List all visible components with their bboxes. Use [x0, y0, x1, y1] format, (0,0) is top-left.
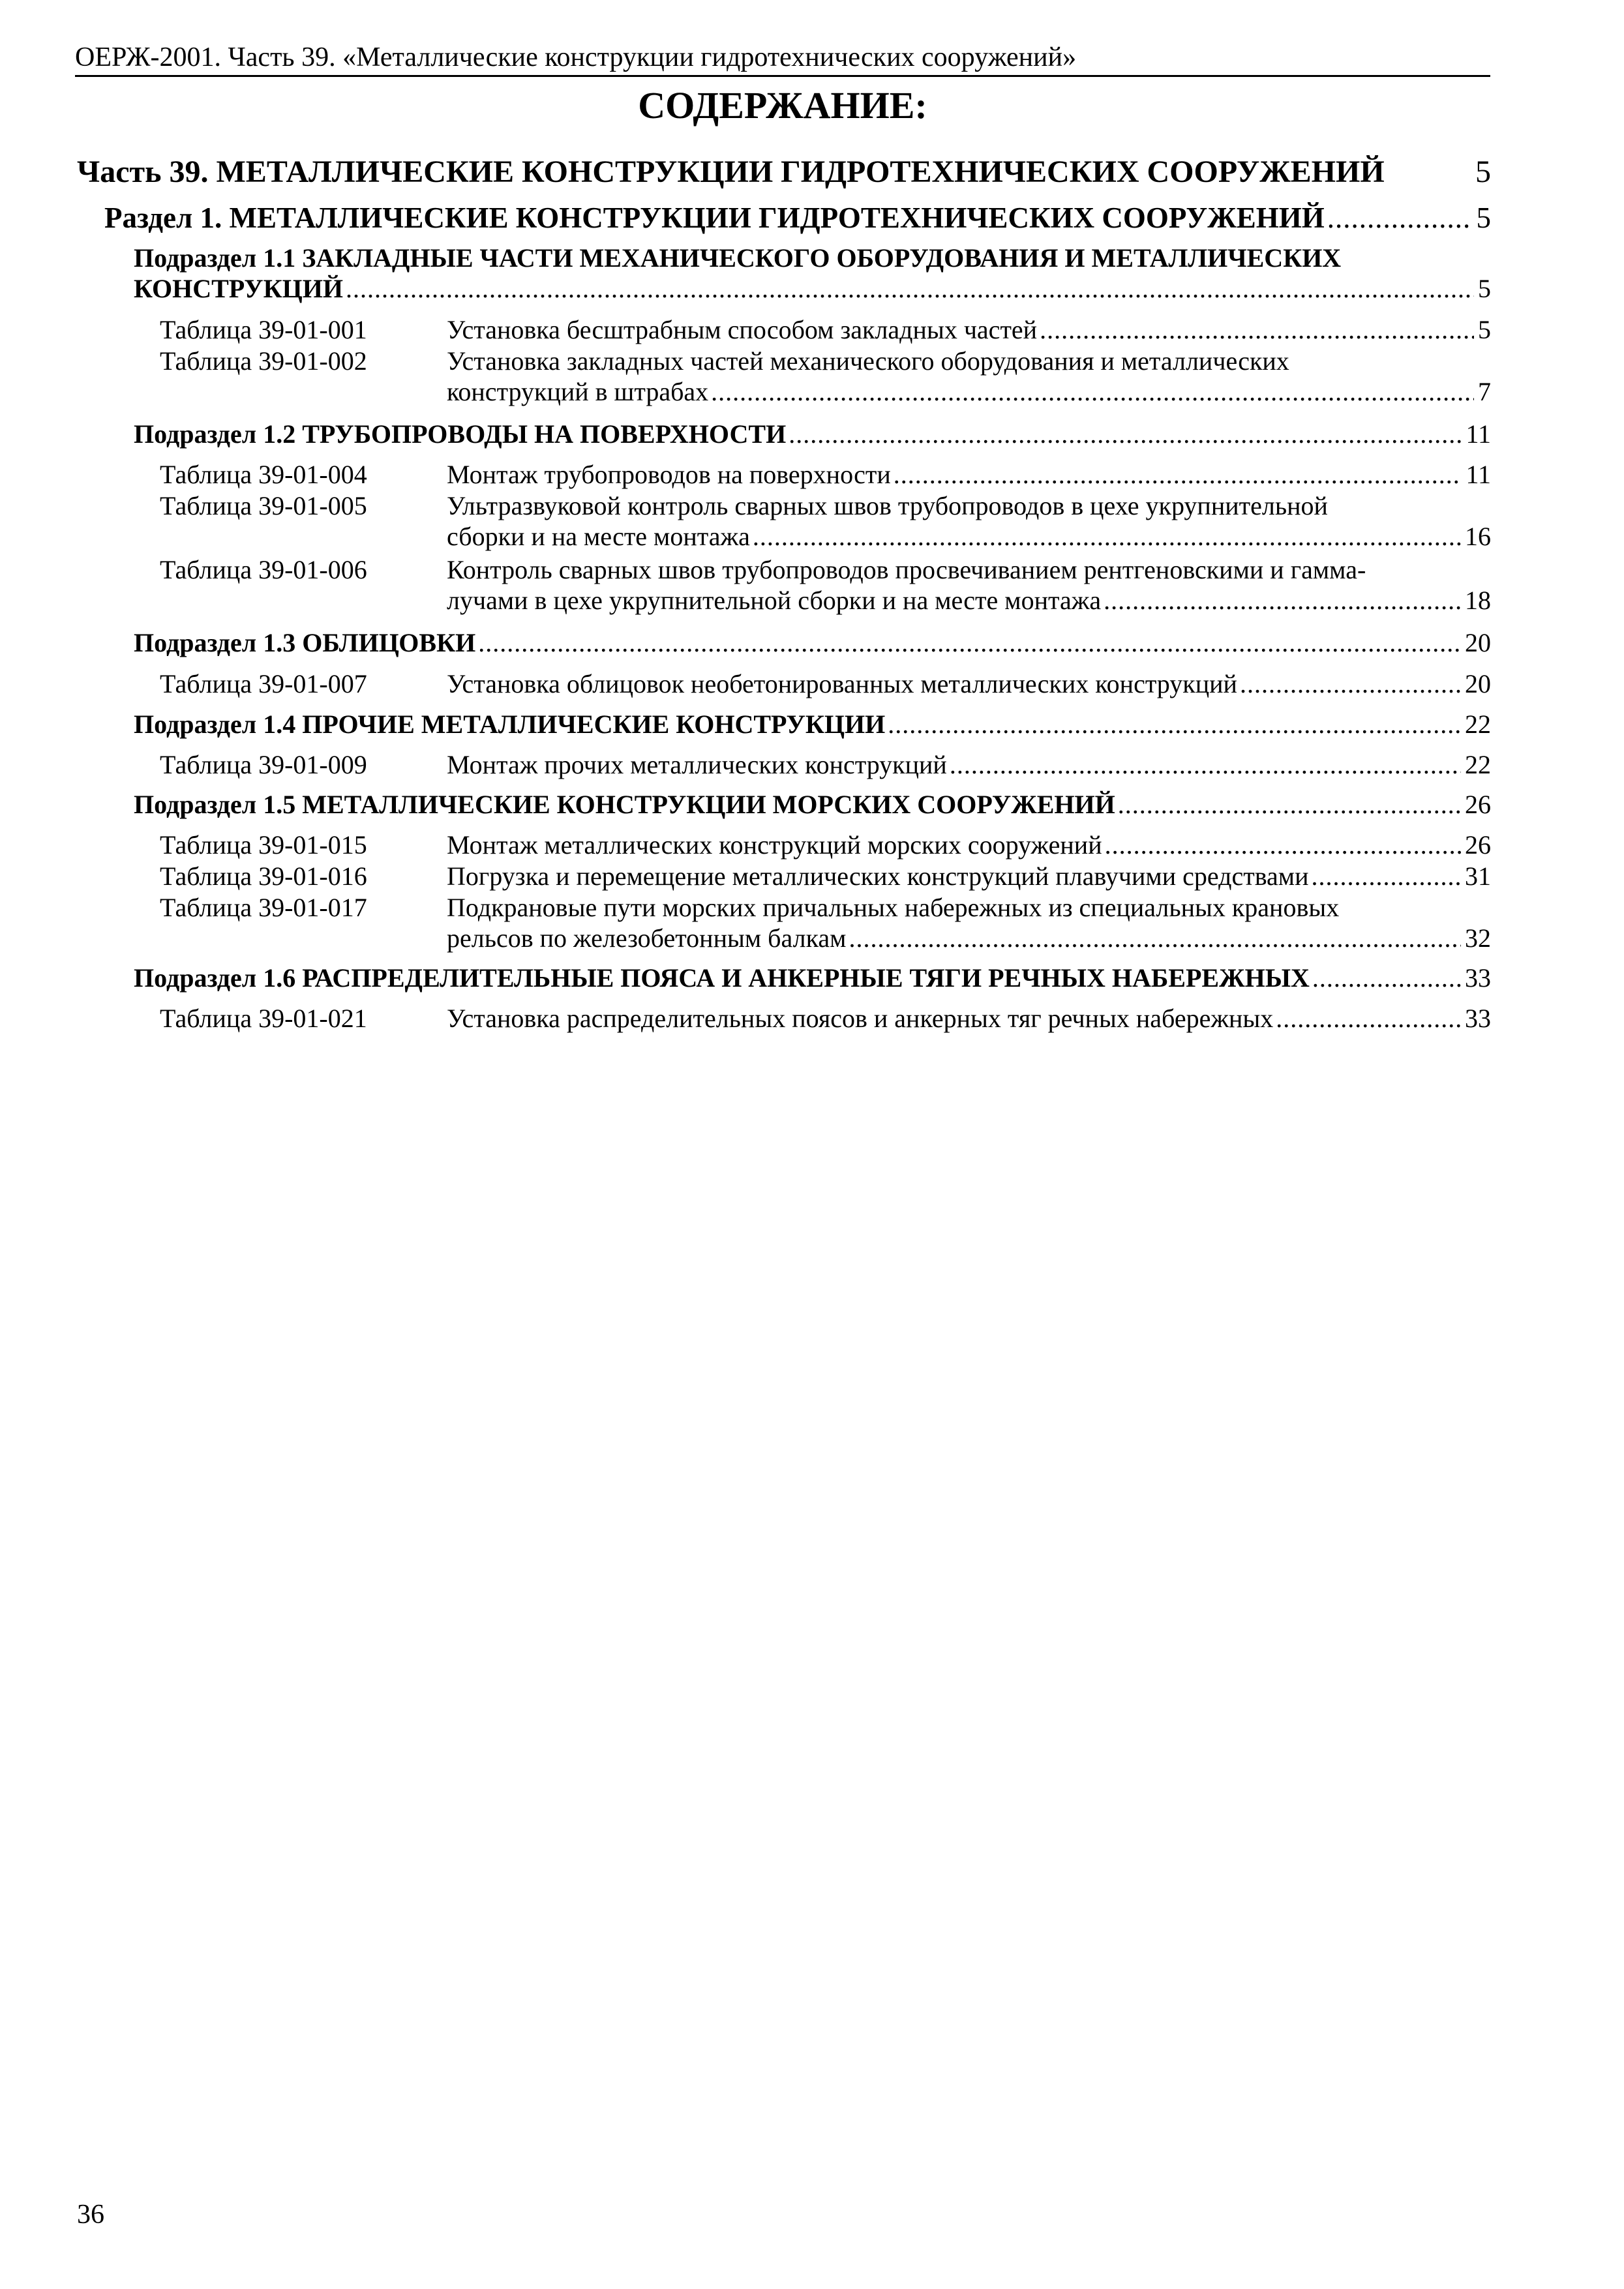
entry-text: Монтаж металлических конструкций морских сооружений: [447, 830, 1102, 860]
toc-entry-subsection[interactable]: [134, 789, 1491, 820]
dot-leader: [950, 749, 1461, 780]
entry-text-line2: сборки и на месте монтажа: [447, 522, 750, 551]
entry-text: Монтаж трубопроводов на поверхности: [447, 460, 891, 489]
page-ref: 32: [1465, 923, 1491, 953]
entry-text-line1: Подраздел 1.1 ЗАКЛАДНЫЕ ЧАСТИ МЕХАНИЧЕСКОГО ОБОРУДОВАНИЯ И МЕТАЛЛИЧЕСКИХ: [134, 243, 1342, 273]
toc-title: СОДЕРЖАНИЕ:: [638, 84, 927, 127]
entry-text: Подраздел 1.4 ПРОЧИЕ МЕТАЛЛИЧЕСКИЕ КОНСТРУКЦИИ: [134, 710, 886, 739]
toc-entry-subsection[interactable]: [134, 963, 1491, 993]
page-ref: 31: [1465, 861, 1491, 891]
page-ref: 5: [1478, 274, 1491, 303]
dot-leader: [753, 521, 1461, 552]
table-number: Таблица 39-01-009: [160, 750, 367, 779]
toc-entry-part[interactable]: [77, 154, 1491, 190]
entry-text: Подраздел 1.5 МЕТАЛЛИЧЕСКИЕ КОНСТРУКЦИИ МОРСКИХ СООРУЖЕНИЙ: [134, 790, 1115, 819]
page-ref: 20: [1465, 628, 1491, 657]
entry-text: Погрузка и перемещение металлических конструкций плавучими средствами: [447, 861, 1309, 891]
page-ref: 5: [1478, 315, 1491, 344]
entry-text-line2: КОНСТРУКЦИЙ: [134, 274, 343, 303]
entry-text: Подраздел 1.3 ОБЛИЦОВКИ: [134, 628, 476, 657]
table-number: Таблица 39-01-017: [160, 893, 367, 922]
dot-leader: [888, 709, 1461, 740]
page-ref: 11: [1466, 460, 1491, 489]
dot-leader: [789, 419, 1462, 449]
page-ref: 5: [1476, 202, 1491, 234]
page-number: 36: [77, 2200, 104, 2230]
page-ref: 7: [1478, 377, 1491, 406]
entry-text: Раздел 1. МЕТАЛЛИЧЕСКИЕ КОНСТРУКЦИИ ГИДРОТЕХНИЧЕСКИХ СООРУЖЕНИЙ: [104, 202, 1325, 234]
entry-text: Установка облицовок необетонированных металлических конструкций: [447, 669, 1237, 698]
header-rule: [75, 75, 1490, 77]
dot-leader: [1240, 668, 1461, 699]
dot-leader: [849, 923, 1461, 953]
page-ref: 22: [1465, 750, 1491, 779]
page-ref: 18: [1465, 586, 1491, 615]
toc-entry-subsection[interactable]: [134, 627, 1491, 658]
page-ref: 26: [1465, 830, 1491, 860]
entry-text: Установка распределительных поясов и анкерных тяг речных набережных: [447, 1004, 1274, 1033]
entry-text: Часть 39. МЕТАЛЛИЧЕСКИЕ КОНСТРУКЦИИ ГИДРОТЕХНИЧЕСКИХ СООРУЖЕНИЙ: [77, 155, 1385, 189]
dot-leader: [894, 459, 1462, 490]
entry-text: Монтаж прочих металлических конструкций: [447, 750, 947, 779]
table-number: Таблица 39-01-007: [160, 669, 367, 698]
dot-leader: [1276, 1003, 1461, 1034]
table-number: Таблица 39-01-004: [160, 460, 367, 489]
dot-leader: [346, 273, 1474, 304]
entry-text-line1: Установка закладных частей механического оборудования и металлических: [447, 346, 1289, 376]
dot-leader: [1312, 861, 1461, 891]
entry-text: Установка бесштрабным способом закладных частей: [447, 315, 1038, 344]
page-ref: 33: [1465, 1004, 1491, 1033]
entry-text-line1: Контроль сварных швов трубопроводов просвечиванием рентгеновскими и гамма-: [447, 555, 1366, 584]
table-number: Таблица 39-01-001: [160, 315, 367, 344]
dot-leader: [1118, 789, 1461, 820]
table-number: Таблица 39-01-021: [160, 1004, 367, 1033]
running-header: ОЕРЖ-2001. Часть 39. «Металлические конструкции гидротехнических сооружений»: [75, 42, 1077, 72]
table-number: Таблица 39-01-006: [160, 555, 367, 584]
table-number: Таблица 39-01-016: [160, 861, 367, 891]
entry-text-line2: конструкций в штрабах: [447, 377, 709, 406]
dot-leader: [1327, 201, 1473, 235]
entry-text-line2: лучами в цехе укрупнительной сборки и на месте монтажа: [447, 586, 1102, 615]
page-ref: 26: [1465, 790, 1491, 819]
dot-leader: [1104, 585, 1461, 616]
dot-leader: [478, 627, 1461, 658]
table-number: Таблица 39-01-005: [160, 491, 367, 520]
page-ref: 22: [1465, 710, 1491, 739]
entry-text: Подраздел 1.6 РАСПРЕДЕЛИТЕЛЬНЫЕ ПОЯСА И АНКЕРНЫЕ ТЯГИ РЕЧНЫХ НАБЕРЕЖНЫХ: [134, 963, 1310, 993]
toc-entry-subsection[interactable]: [134, 709, 1491, 740]
dot-leader: [1105, 830, 1461, 860]
page-ref: 5: [1475, 155, 1491, 189]
dot-leader: [1040, 314, 1474, 345]
table-number: Таблица 39-01-015: [160, 830, 367, 860]
entry-text-line1: Подкрановые пути морских причальных набережных из специальных крановых: [447, 893, 1340, 922]
entry-text-line1: Ультразвуковой контроль сварных швов трубопроводов в цехе укрупнительной: [447, 491, 1328, 520]
page-ref: 20: [1465, 669, 1491, 698]
page-ref: 16: [1465, 522, 1491, 551]
table-number: Таблица 39-01-002: [160, 346, 367, 376]
page-ref: 11: [1466, 419, 1491, 449]
entry-text: Подраздел 1.2 ТРУБОПРОВОДЫ НА ПОВЕРХНОСТИ: [134, 419, 787, 449]
page-ref: 33: [1465, 963, 1491, 993]
toc-entry-section[interactable]: [104, 201, 1491, 235]
dot-leader: [1312, 963, 1461, 993]
dot-leader: [711, 376, 1474, 407]
entry-text-line2: рельсов по железобетонным балкам: [447, 923, 847, 953]
toc-entry-subsection[interactable]: [134, 419, 1491, 449]
